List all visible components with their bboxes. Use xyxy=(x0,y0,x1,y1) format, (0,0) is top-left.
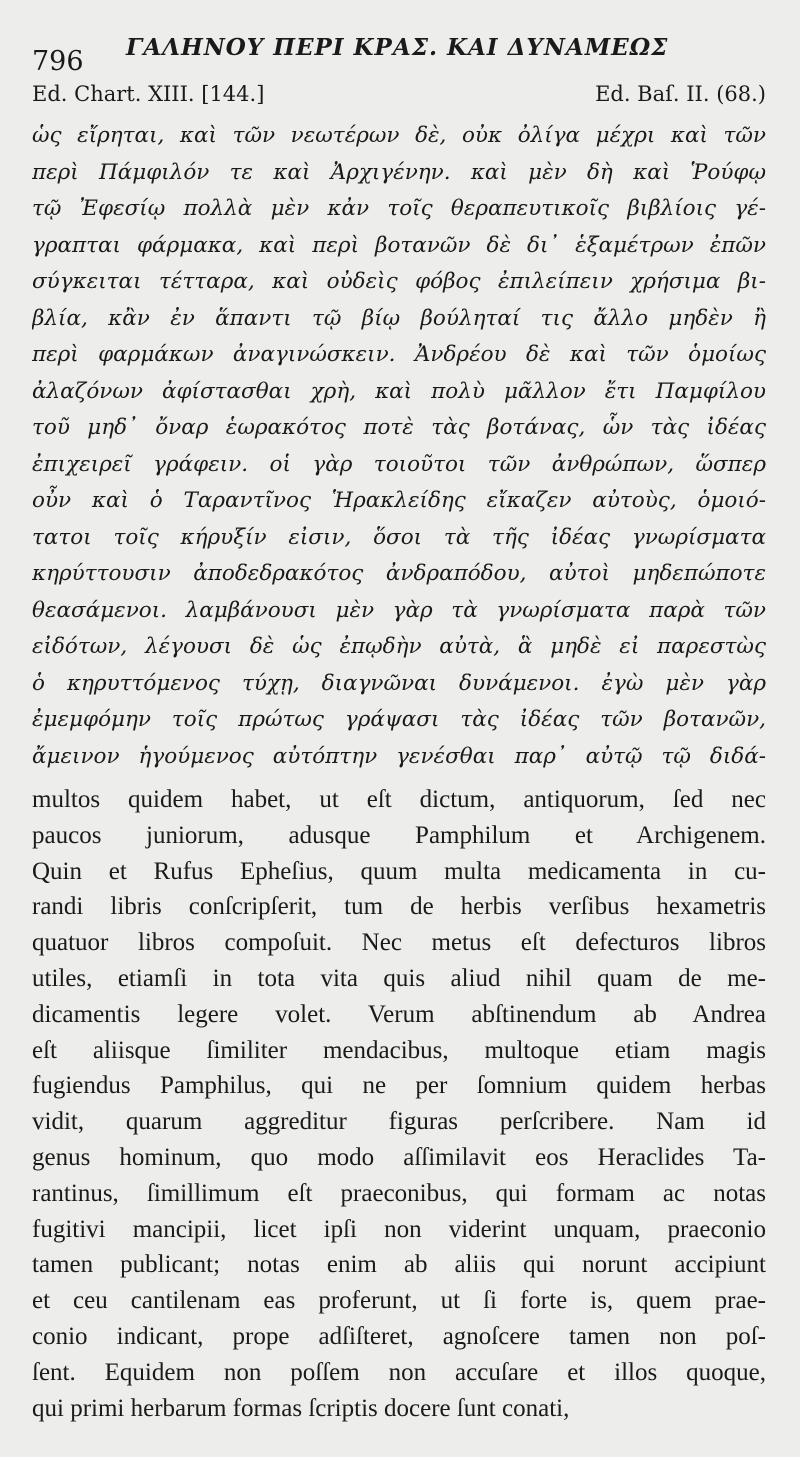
greek-line-1: ὡς εἴρηται, καὶ τῶν νεωτέρων δὲ, οὐκ ὀλίγα μέχρι καὶ τῶν xyxy=(32,123,766,148)
latin-line-9: fugiendus Pamphilus, qui ne per ſomnium quidem herbas xyxy=(32,1072,766,1100)
latin-line-4: randi libris conſcripſerit, tum de herbis verſibus hexametris xyxy=(32,893,766,921)
greek-line-6: βλία, κἂν ἐν ἅπαντι τῷ βίῳ βούληταί τις ἄλλο μηδὲν ἢ xyxy=(32,305,766,331)
greek-line-12: τατοι τοῖς κήρυξίν εἰσιν, ὅσοι τὰ τῆς ἰδέας γνωρίσματα xyxy=(32,524,766,550)
greek-line-11: οὖν καὶ ὁ Ταραντῖνος Ἡρακλείδης εἴκαζεν αὐτοὺς, ὁμοιό- xyxy=(32,488,766,513)
greek-line-10: ἐπιχειρεῖ γράφειν. οἱ γὰρ τοιοῦτοι τῶν ἀνθρώπων, ὥσπερ xyxy=(32,451,766,477)
page-number: 796 xyxy=(32,46,84,77)
latin-line-13: fugitivi mancipii, licet ipſi non viderint unquam, praeconio xyxy=(32,1215,766,1243)
greek-line-4: γραπται φάρμακα, καὶ περὶ βοτανῶν δὲ δι᾽ ἑξαμέτρων ἐπῶν xyxy=(32,232,766,258)
running-title: ΓΑΛΗΝΟΥ ΠΕΡΙ ΚΡΑΣ. ΚΑΙ ΔΥΝΑΜΕΩΣ xyxy=(126,34,669,61)
latin-line-1: multos quidem habet, ut eſt dictum, antiquorum, ſed nec xyxy=(32,786,766,813)
greek-line-18: ἄμεινον ἡγούμενος αὐτόπτην γενέσθαι παρ᾽ αὐτῷ τῷ διδά- xyxy=(32,743,766,769)
greek-line-15: εἰδότων, λέγουσι δὲ ὡς ἐπῳδὴν αὐτὰ, ἃ μηδὲ εἰ παρεστὼς xyxy=(32,634,766,659)
latin-line-15: et ceu cantilenam eas proferunt, ut ſi forte is, quem prae- xyxy=(32,1287,766,1315)
greek-text xyxy=(32,118,766,775)
greek-line-9: τοῦ μηδ᾽ ὄναρ ἑωρακότος ποτὲ τὰς βοτάνας, ὧν τὰς ἰδέας xyxy=(32,415,766,440)
greek-line-13: κηρύττουσιν ἀποδεδρακότος ἀνδραπόδου, αὐτοὶ μηδεπώποτε xyxy=(32,561,766,586)
latin-line-16: conio indicant, prope adſiſteret, agnoſcere tamen non poſ- xyxy=(32,1322,766,1350)
latin-translation xyxy=(32,782,766,1426)
latin-line-14: tamen publicant; notas enim ab aliis qui norunt accipiunt xyxy=(32,1251,766,1279)
latin-line-5: quatuor libros compoſuit. Nec metus eſt defecturos libros xyxy=(32,929,766,957)
edition-references xyxy=(32,82,766,112)
edition-right: Ed. Baſ. II. (68.) xyxy=(595,82,766,106)
greek-line-7: περὶ φαρμάκων ἀναγινώσκειν. Ἀνδρέου δὲ καὶ τῶν ὁμοίως xyxy=(32,342,766,367)
latin-line-10: vidit, quarum aggreditur figuras perſcribere. Nam id xyxy=(32,1108,766,1136)
latin-line-7: dicamentis legere volet. Verum abſtinendum ab Andrea xyxy=(32,1000,766,1028)
edition-left: Ed. Chart. XIII. [144.] xyxy=(32,82,265,106)
latin-line-18: qui primi herbarum formas ſcriptis docere ſunt conati, xyxy=(32,1394,570,1422)
latin-line-17: ſent. Equidem non poſſem non accuſare et illos quoque, xyxy=(32,1358,766,1386)
latin-line-3: Quin et Rufus Epheſius, quum multa medicamenta in cu- xyxy=(32,857,766,885)
greek-line-14: θεασάμενοι. λαμβάνουσι μὲν γὰρ τὰ γνωρίσματα παρὰ τῶν xyxy=(32,597,766,623)
greek-line-16: ὁ κηρυττόμενος τύχῃ, διαγνῶναι δυνάμενοι. ἐγὼ μὲν γὰρ xyxy=(32,670,766,696)
latin-line-8: eſt aliisque ſimiliter mendacibus, multoque etiam magis xyxy=(32,1036,766,1064)
greek-line-5: σύγκειται τέτταρα, καὶ οὐδεὶς φόβος ἐπιλείπειν χρήσιμα βι- xyxy=(32,269,766,294)
greek-line-8: ἀλαζόνων ἀφίστασθαι χρὴ, καὶ πολὺ μᾶλλον ἔτι Παμφίλου xyxy=(32,378,766,404)
latin-line-12: rantinus, ſimillimum eſt praeconibus, qui formam ac notas xyxy=(32,1179,766,1207)
greek-line-3: τῷ Ἐφεσίῳ πολλὰ μὲν κἀν τοῖς θεραπευτικοῖς βιβλίοις γέ- xyxy=(32,196,766,221)
greek-line-2: περὶ Πάμφιλόν τε καὶ Ἀρχιγένην. καὶ μὲν δὴ καὶ Ῥούφῳ xyxy=(32,159,766,185)
greek-line-17: ἐμεμφόμην τοῖς πρώτως γράψασι τὰς ἰδέας τῶν βοτανῶν, xyxy=(32,707,766,732)
latin-line-2: paucos juniorum, adusque Pamphilum et Archigenem. xyxy=(32,821,766,849)
running-head xyxy=(32,24,766,78)
latin-line-11: genus hominum, quo modo aſſimilavit eos Heraclides Ta- xyxy=(32,1143,766,1171)
latin-line-6: utiles, etiamſi in tota vita quis aliud nihil quam de me- xyxy=(32,964,766,992)
